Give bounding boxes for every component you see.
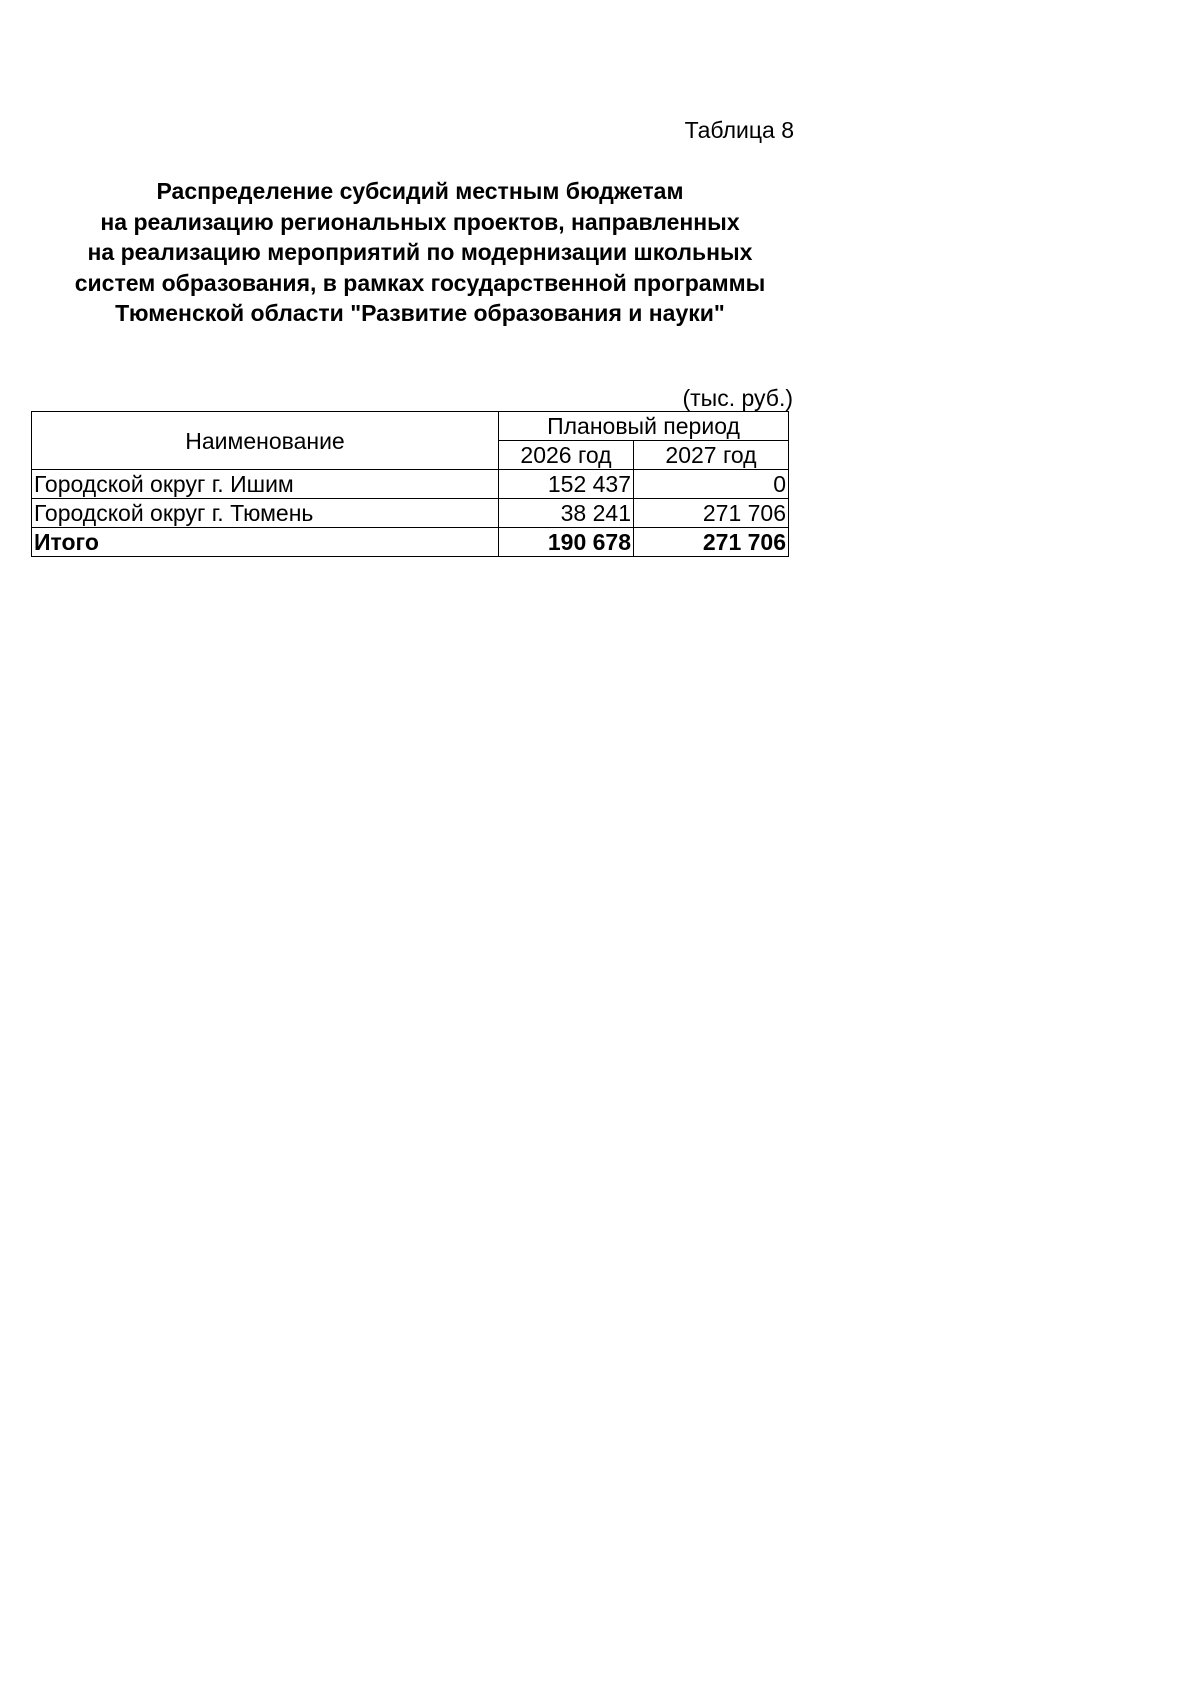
- header-year-2027: 2027 год: [634, 441, 789, 470]
- row-name: Городской округ г. Ишим: [32, 470, 499, 499]
- document-title: [30, 176, 810, 329]
- total-value-2027: 271 706: [634, 528, 789, 557]
- table-row: [32, 499, 789, 528]
- row-name: Городской округ г. Тюмень: [32, 499, 499, 528]
- total-name: Итого: [32, 528, 499, 557]
- table-number: Таблица 8: [684, 117, 794, 143]
- table-header-row: [32, 412, 789, 441]
- units-label: (тыс. руб.): [682, 385, 793, 411]
- table-row: [32, 470, 789, 499]
- title-line: систем образования, в рамках государственной программы: [74, 269, 766, 296]
- row-value-2027: 271 706: [634, 499, 789, 528]
- row-value-2026: 38 241: [499, 499, 634, 528]
- header-year-2026: 2026 год: [499, 441, 634, 470]
- header-planned-period: Плановый период: [499, 412, 789, 441]
- total-value-2026: 190 678: [499, 528, 634, 557]
- subsidy-table: [31, 411, 789, 557]
- header-name: Наименование: [32, 412, 499, 470]
- title-line: на реализацию региональных проектов, направленных: [100, 208, 740, 235]
- row-value-2027: 0: [634, 470, 789, 499]
- table-total-row: [32, 528, 789, 557]
- title-line: на реализацию мероприятий по модернизации школьных: [87, 239, 753, 265]
- title-line: Тюменской области "Развитие образования и науки": [115, 300, 725, 326]
- row-value-2026: 152 437: [499, 470, 634, 499]
- title-line: Распределение субсидий местным бюджетам: [156, 178, 684, 204]
